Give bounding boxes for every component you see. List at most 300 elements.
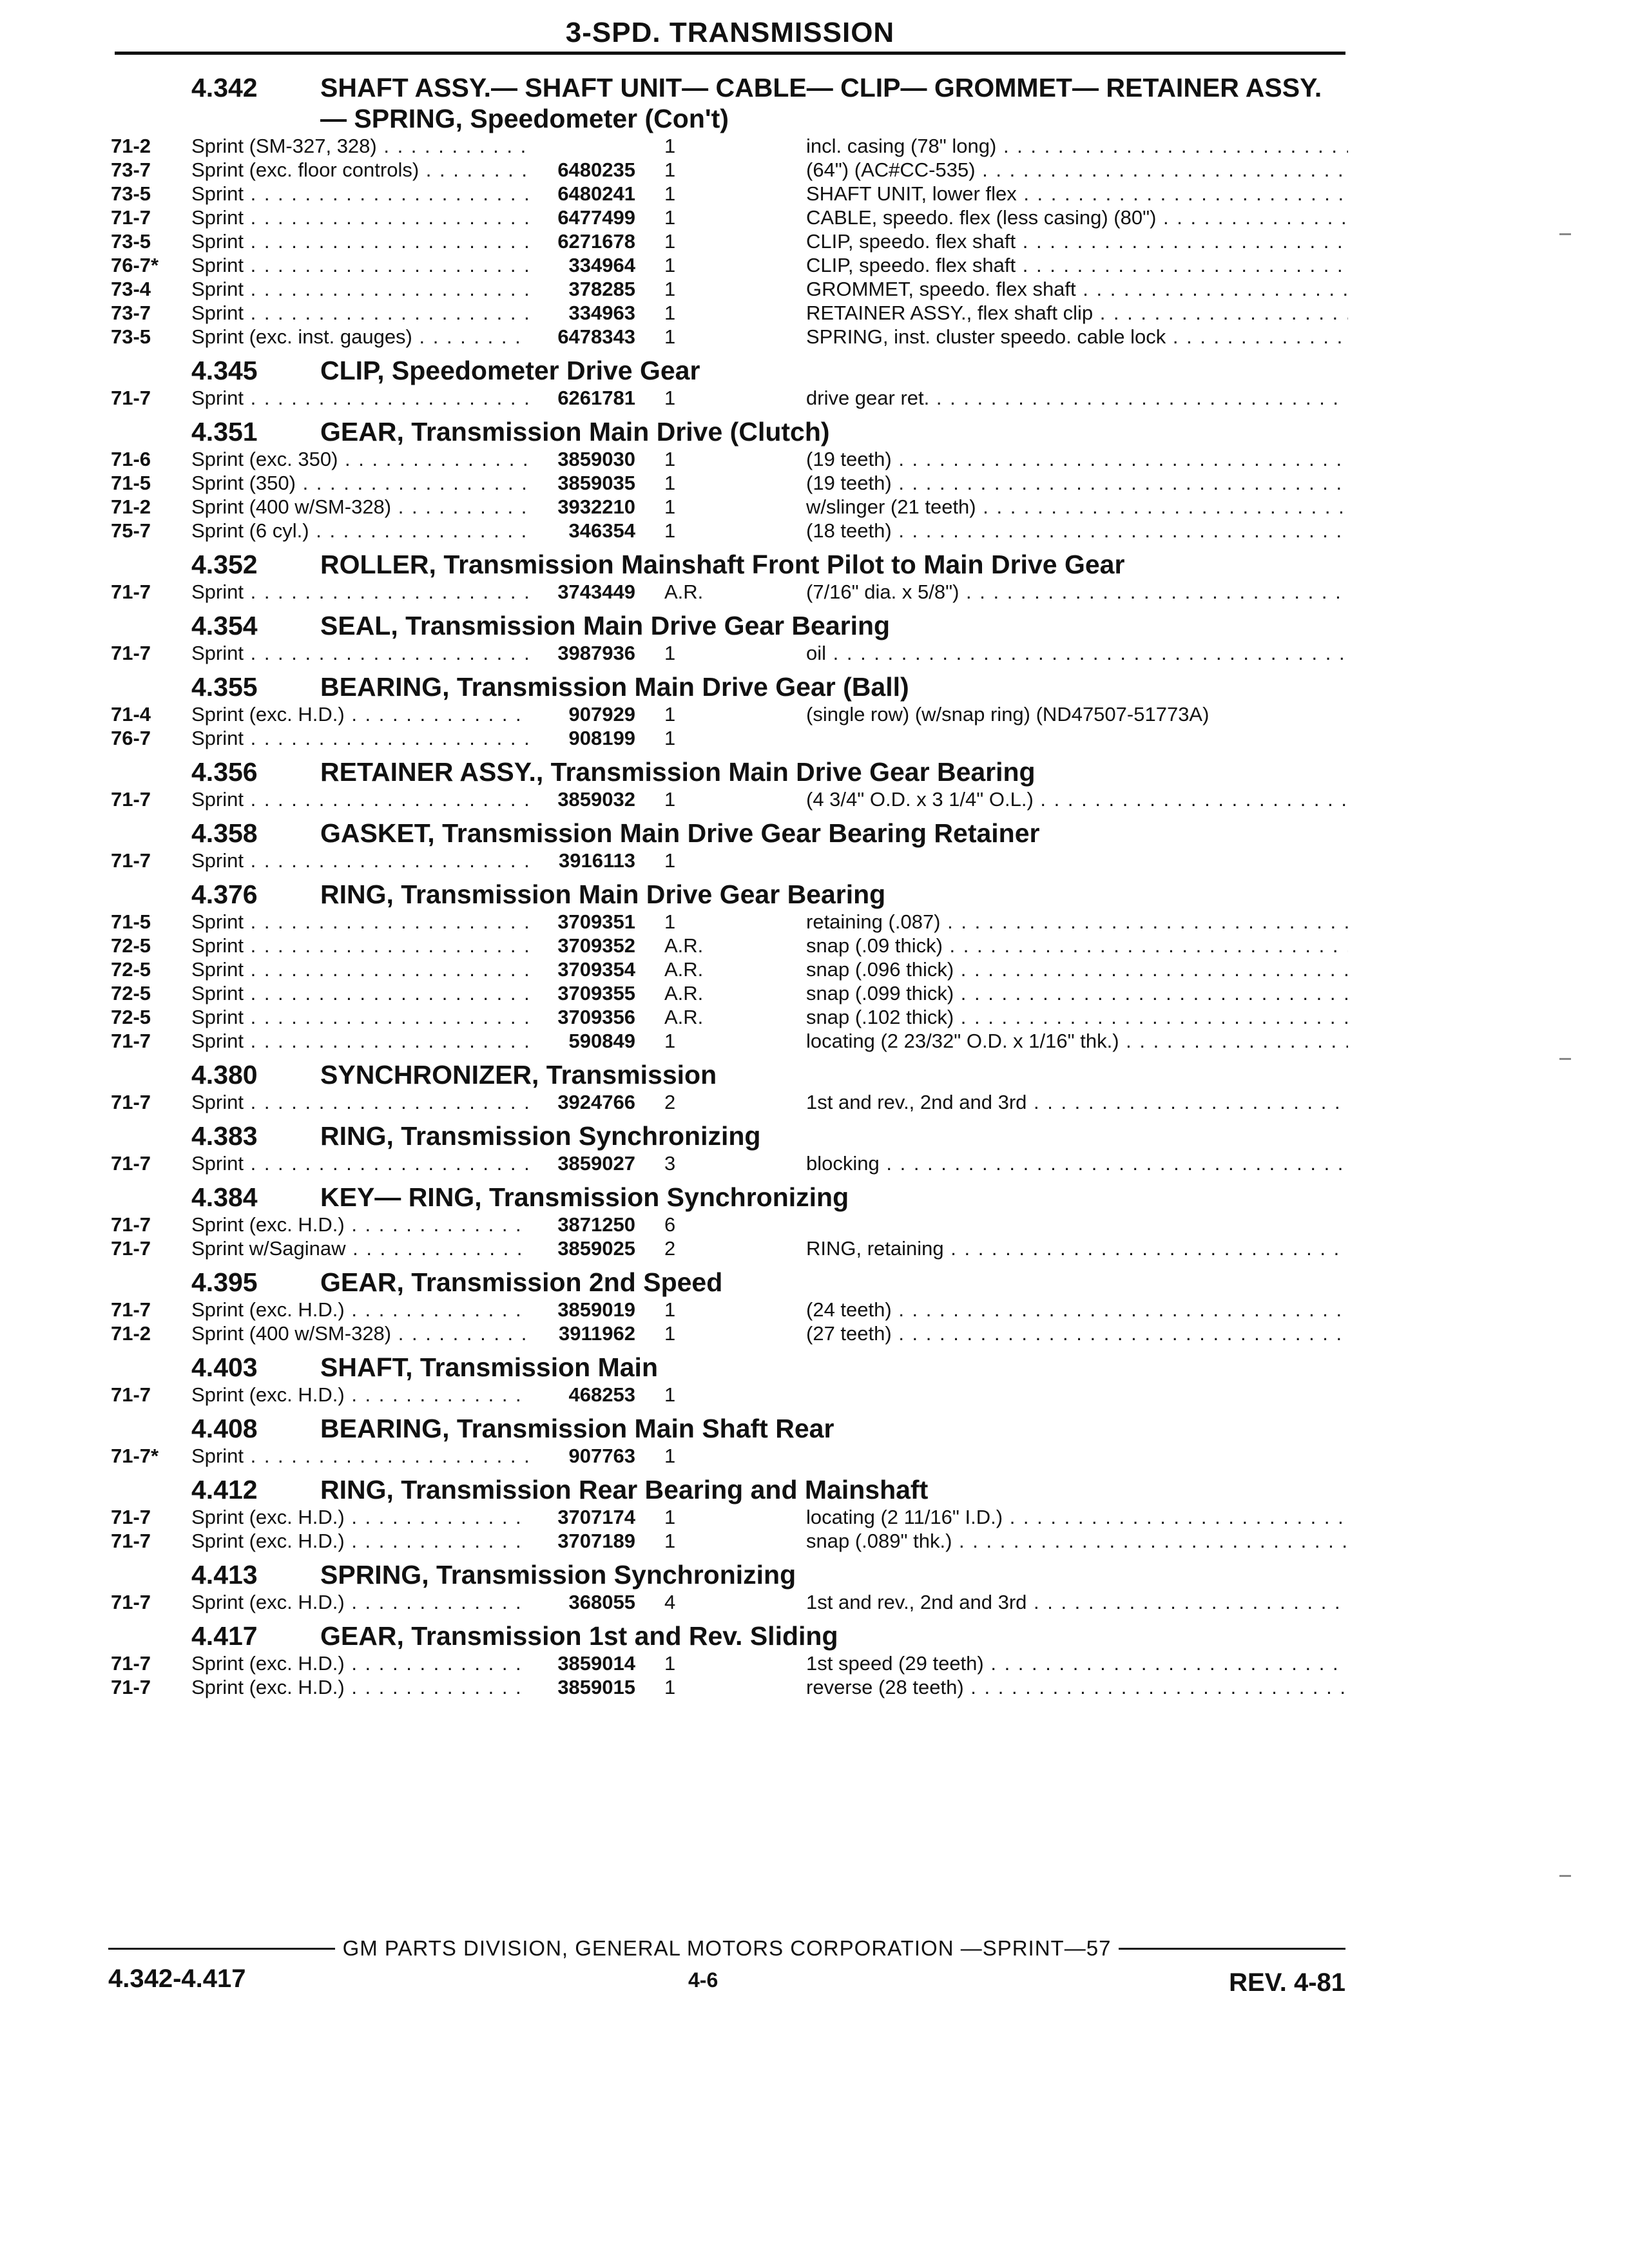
part-row bbox=[111, 787, 1348, 811]
footer-rule-right bbox=[1119, 1948, 1345, 1950]
section-number: 4.354 bbox=[191, 611, 258, 640]
part-row bbox=[111, 910, 1348, 934]
quantity: 1 bbox=[664, 230, 676, 253]
part-row bbox=[111, 981, 1348, 1005]
model-application: Sprint . . . bbox=[191, 182, 529, 206]
model-application: Sprint (exc. H.D.) . . . bbox=[191, 1529, 529, 1553]
description: snap (.09 thick) . . . bbox=[806, 934, 1348, 957]
section-number: 4.351 bbox=[191, 417, 258, 447]
description: (27 teeth) . . . bbox=[806, 1321, 1348, 1345]
model-application: Sprint (exc. H.D.) . . . bbox=[191, 1675, 529, 1699]
part-number: 3859027 bbox=[557, 1152, 635, 1175]
fig-code: 71-5 bbox=[111, 910, 151, 933]
section-4-384 bbox=[111, 1182, 1348, 1260]
fig-code: 71-6 bbox=[111, 448, 151, 470]
description: locating (2 11/16" I.D.) . . . bbox=[806, 1505, 1348, 1529]
description: snap (.089" thk.) . . . bbox=[806, 1529, 1348, 1553]
part-number: 6480235 bbox=[557, 159, 635, 181]
section-4-413 bbox=[111, 1559, 1348, 1614]
part-row bbox=[111, 726, 1348, 750]
fig-code: 71-2 bbox=[111, 135, 151, 157]
footer-corp-text: GM PARTS DIVISION, GENERAL MOTORS CORPORATION —SPRINT—57 bbox=[342, 1936, 1112, 1960]
model-application: Sprint . . . bbox=[191, 641, 529, 665]
quantity: A.R. bbox=[664, 934, 704, 957]
section-heading bbox=[111, 1559, 1348, 1590]
section-4-345 bbox=[111, 355, 1348, 410]
quantity: 1 bbox=[664, 727, 676, 749]
part-row bbox=[111, 1029, 1348, 1053]
part-row bbox=[111, 325, 1348, 349]
model-application: Sprint (exc. inst. gauges) . . . bbox=[191, 325, 529, 349]
quantity: 1 bbox=[664, 159, 676, 181]
section-4-412 bbox=[111, 1474, 1348, 1553]
fig-code: 71-7 bbox=[111, 849, 151, 872]
model-application: Sprint . . . bbox=[191, 1151, 529, 1175]
part-row bbox=[111, 1151, 1348, 1175]
section-heading bbox=[111, 1120, 1348, 1151]
section-number: 4.342 bbox=[191, 73, 258, 102]
section-heading bbox=[111, 610, 1348, 641]
section-heading bbox=[111, 756, 1348, 787]
quantity: 1 bbox=[664, 1652, 676, 1675]
fig-code: 71-7 bbox=[111, 581, 151, 603]
title-rule bbox=[115, 52, 1345, 55]
part-row bbox=[111, 1590, 1348, 1614]
part-row bbox=[111, 1090, 1348, 1114]
fig-code: 71-7 bbox=[111, 1383, 151, 1406]
description: drive gear ret. . . . bbox=[806, 386, 1348, 410]
model-application: Sprint . . . bbox=[191, 580, 529, 604]
part-number: 6271678 bbox=[557, 230, 635, 253]
section-4-383 bbox=[111, 1120, 1348, 1175]
section-heading bbox=[111, 1352, 1348, 1383]
part-number: 468253 bbox=[568, 1383, 635, 1406]
section-number: 4.380 bbox=[191, 1060, 258, 1090]
fig-code: 73-4 bbox=[111, 278, 151, 300]
model-application: Sprint (exc. H.D.) . . . bbox=[191, 1590, 529, 1614]
section-heading bbox=[111, 416, 1348, 447]
model-application: Sprint . . . bbox=[191, 910, 529, 934]
part-row bbox=[111, 849, 1348, 872]
part-number: 3859015 bbox=[557, 1676, 635, 1698]
description: RING, retaining . . . bbox=[806, 1236, 1348, 1260]
section-title: GASKET, Transmission Main Drive Gear Bearing Retainer bbox=[320, 818, 1040, 848]
fig-code: 73-7 bbox=[111, 302, 151, 324]
quantity: 1 bbox=[664, 448, 676, 470]
section-number: 4.356 bbox=[191, 757, 258, 787]
model-application: Sprint (400 w/SM-328) . . . bbox=[191, 495, 529, 519]
part-number: 3924766 bbox=[557, 1091, 635, 1113]
model-application: Sprint . . . bbox=[191, 229, 529, 253]
fig-code: 71-7 bbox=[111, 206, 151, 229]
part-number: 3859032 bbox=[557, 788, 635, 811]
part-number: 3859030 bbox=[557, 448, 635, 470]
part-row bbox=[111, 277, 1348, 301]
part-row bbox=[111, 1005, 1348, 1029]
description: snap (.099 thick) . . . bbox=[806, 981, 1348, 1005]
fig-code: 71-7 bbox=[111, 1298, 151, 1321]
part-number: 6477499 bbox=[557, 206, 635, 229]
description: SPRING, inst. cluster speedo. cable lock . . . bbox=[806, 325, 1348, 349]
fig-code: 71-7 bbox=[111, 1091, 151, 1113]
part-number: 3707189 bbox=[557, 1530, 635, 1552]
section-number: 4.412 bbox=[191, 1475, 258, 1504]
fig-code: 71-7 bbox=[111, 1591, 151, 1613]
section-number: 4.376 bbox=[191, 879, 258, 909]
part-number: 3916113 bbox=[559, 849, 635, 872]
quantity: 1 bbox=[664, 1030, 676, 1052]
fig-code: 72-5 bbox=[111, 982, 151, 1004]
part-row bbox=[111, 957, 1348, 981]
section-heading bbox=[111, 355, 1348, 386]
description: (4 3/4" O.D. x 3 1/4" O.L.) . . . bbox=[806, 787, 1348, 811]
model-application: Sprint (SM-327, 328) . . . bbox=[191, 134, 529, 158]
section-4-355 bbox=[111, 671, 1348, 750]
page-header bbox=[115, 17, 1345, 55]
section-title: BEARING, Transmission Main Shaft Rear bbox=[320, 1414, 834, 1443]
fig-code: 71-7 bbox=[111, 788, 151, 811]
fig-code: 71-7 bbox=[111, 642, 151, 664]
description: snap (.096 thick) . . . bbox=[806, 957, 1348, 981]
section-heading bbox=[111, 1267, 1348, 1298]
part-row bbox=[111, 1213, 1348, 1236]
page-title: 3-SPD. TRANSMISSION bbox=[565, 17, 895, 48]
part-row bbox=[111, 1675, 1348, 1699]
description: blocking . . . bbox=[806, 1151, 1348, 1175]
section-number: 4.417 bbox=[191, 1621, 258, 1651]
part-number: 590849 bbox=[568, 1030, 635, 1052]
fig-code: 73-5 bbox=[111, 325, 151, 348]
part-number: 334964 bbox=[568, 254, 635, 276]
section-title: KEY— RING, Transmission Synchronizing bbox=[320, 1182, 849, 1212]
description: 1st speed (29 teeth) . . . bbox=[806, 1651, 1348, 1675]
part-row bbox=[111, 182, 1348, 206]
part-number: 3859019 bbox=[557, 1298, 635, 1321]
section-title: SEAL, Transmission Main Drive Gear Bearing bbox=[320, 611, 891, 640]
section-number: 4.403 bbox=[191, 1352, 258, 1382]
section-title: BEARING, Transmission Main Drive Gear (Ball) bbox=[320, 672, 909, 702]
model-application: Sprint (exc. floor controls) . . . bbox=[191, 158, 529, 182]
section-number: 4.395 bbox=[191, 1267, 258, 1297]
model-application: Sprint . . . bbox=[191, 253, 529, 277]
part-number: 3932210 bbox=[557, 495, 635, 518]
part-row bbox=[111, 934, 1348, 957]
description: RETAINER ASSY., flex shaft clip . . . bbox=[806, 301, 1348, 325]
part-row bbox=[111, 471, 1348, 495]
quantity: 6 bbox=[664, 1213, 676, 1236]
section-heading bbox=[111, 1059, 1348, 1090]
section-heading bbox=[111, 879, 1348, 910]
quantity: 3 bbox=[664, 1152, 676, 1175]
fig-code: 73-7 bbox=[111, 159, 151, 181]
footer-page-number: 4-6 bbox=[688, 1968, 718, 1992]
quantity: 1 bbox=[664, 1383, 676, 1406]
part-row bbox=[111, 134, 1348, 158]
part-row bbox=[111, 1529, 1348, 1553]
part-row bbox=[111, 702, 1348, 726]
section-heading bbox=[111, 671, 1348, 702]
fig-code: 71-4 bbox=[111, 703, 151, 726]
fig-code: 71-2 bbox=[111, 495, 151, 518]
part-number: 3911962 bbox=[559, 1322, 635, 1345]
part-row bbox=[111, 301, 1348, 325]
fig-code: 72-5 bbox=[111, 958, 151, 981]
description: snap (.102 thick) . . . bbox=[806, 1005, 1348, 1029]
model-application: Sprint . . . bbox=[191, 957, 529, 981]
section-title: GEAR, Transmission Main Drive (Clutch) bbox=[320, 417, 830, 447]
section-4-356 bbox=[111, 756, 1348, 811]
part-row bbox=[111, 1298, 1348, 1321]
model-application: Sprint (exc. H.D.) . . . bbox=[191, 1383, 529, 1407]
part-number: 3709354 bbox=[557, 958, 635, 981]
scan-margin-mark bbox=[1559, 1058, 1571, 1060]
section-4-395 bbox=[111, 1267, 1348, 1345]
section-heading bbox=[111, 1182, 1348, 1213]
model-application: Sprint . . . bbox=[191, 1005, 529, 1029]
fig-code: 75-7 bbox=[111, 519, 151, 542]
footer-line bbox=[108, 1936, 1345, 1961]
quantity: 1 bbox=[664, 1298, 676, 1321]
description: 1st and rev., 2nd and 3rd . . . bbox=[806, 1590, 1348, 1614]
quantity: A.R. bbox=[664, 581, 704, 603]
fig-code: 71-7 bbox=[111, 1530, 151, 1552]
section-heading bbox=[111, 72, 1348, 134]
section-title: SYNCHRONIZER, Transmission bbox=[320, 1060, 717, 1090]
description: retaining (.087) . . . bbox=[806, 910, 1348, 934]
quantity: 1 bbox=[664, 182, 676, 205]
section-title: RING, Transmission Rear Bearing and Mainshaft bbox=[320, 1475, 929, 1504]
section-title: SHAFT, Transmission Main bbox=[320, 1352, 658, 1382]
part-number: 3859014 bbox=[557, 1652, 635, 1675]
quantity: 1 bbox=[664, 135, 676, 157]
scan-margin-mark bbox=[1559, 233, 1571, 235]
fig-code: 73-5 bbox=[111, 230, 151, 253]
fig-code: 76-7* bbox=[111, 254, 159, 276]
scan-margin-mark bbox=[1559, 1875, 1571, 1877]
model-application: Sprint . . . bbox=[191, 934, 529, 957]
description: GROMMET, speedo. flex shaft . . . bbox=[806, 277, 1348, 301]
fig-code: 72-5 bbox=[111, 1006, 151, 1028]
footer-revision: REV. 4-81 bbox=[1229, 1968, 1345, 1997]
part-number: 3859025 bbox=[557, 1237, 635, 1260]
quantity: 1 bbox=[664, 1506, 676, 1528]
fig-code: 71-7 bbox=[111, 387, 151, 409]
fig-code: 71-7 bbox=[111, 1152, 151, 1175]
section-number: 4.358 bbox=[191, 818, 258, 848]
fig-code: 71-7 bbox=[111, 1652, 151, 1675]
fig-code: 73-5 bbox=[111, 182, 151, 205]
description: (64") (AC#CC-535) . . . bbox=[806, 158, 1348, 182]
part-row bbox=[111, 580, 1348, 604]
model-application: Sprint . . . bbox=[191, 981, 529, 1005]
quantity: 1 bbox=[664, 325, 676, 348]
part-number: 3859035 bbox=[557, 472, 635, 494]
part-row bbox=[111, 206, 1348, 229]
part-row bbox=[111, 158, 1348, 182]
section-number: 4.408 bbox=[191, 1414, 258, 1443]
model-application: Sprint (400 w/SM-328) . . . bbox=[191, 1321, 529, 1345]
description: CLIP, speedo. flex shaft . . . bbox=[806, 253, 1348, 277]
quantity: 1 bbox=[664, 519, 676, 542]
section-number: 4.355 bbox=[191, 672, 258, 702]
description: 1st and rev., 2nd and 3rd . . . bbox=[806, 1090, 1348, 1114]
quantity: 1 bbox=[664, 849, 676, 872]
section-4-417 bbox=[111, 1620, 1348, 1699]
description: SHAFT UNIT, lower flex . . . bbox=[806, 182, 1348, 206]
part-number: 3709355 bbox=[557, 982, 635, 1004]
description: incl. casing (78" long) . . . bbox=[806, 134, 1348, 158]
description: oil . . . bbox=[806, 641, 1348, 665]
part-row bbox=[111, 1444, 1348, 1468]
model-application: Sprint . . . bbox=[191, 1444, 529, 1468]
description: locating (2 23/32" O.D. x 1/16" thk.) . . . bbox=[806, 1029, 1348, 1053]
quantity: A.R. bbox=[664, 982, 704, 1004]
section-4-354 bbox=[111, 610, 1348, 665]
model-application: Sprint . . . bbox=[191, 277, 529, 301]
model-application: Sprint . . . bbox=[191, 386, 529, 410]
part-row bbox=[111, 495, 1348, 519]
model-application: Sprint . . . bbox=[191, 726, 529, 750]
model-application: Sprint (350) . . . bbox=[191, 471, 529, 495]
quantity: 1 bbox=[664, 788, 676, 811]
description: (18 teeth) . . . bbox=[806, 519, 1348, 543]
section-4-358 bbox=[111, 818, 1348, 872]
fig-code: 72-5 bbox=[111, 934, 151, 957]
model-application: Sprint . . . bbox=[191, 206, 529, 229]
model-application: Sprint . . . bbox=[191, 787, 529, 811]
fig-code: 71-7 bbox=[111, 1237, 151, 1260]
fig-code: 71-7 bbox=[111, 1030, 151, 1052]
model-application: Sprint w/Saginaw . . . bbox=[191, 1236, 529, 1260]
part-number: 907763 bbox=[568, 1445, 635, 1467]
section-4-403 bbox=[111, 1352, 1348, 1407]
section-heading bbox=[111, 818, 1348, 849]
part-number: 346354 bbox=[568, 519, 635, 542]
section-number: 4.352 bbox=[191, 550, 258, 579]
section-title: SPRING, Transmission Synchronizing bbox=[320, 1560, 796, 1590]
quantity: 1 bbox=[664, 1445, 676, 1467]
model-application: Sprint . . . bbox=[191, 849, 529, 872]
section-number: 4.345 bbox=[191, 356, 258, 385]
section-4-342 bbox=[111, 72, 1348, 349]
description: CABLE, speedo. flex (less casing) (80") . . . bbox=[806, 206, 1348, 229]
part-row bbox=[111, 447, 1348, 471]
part-number: 368055 bbox=[568, 1591, 635, 1613]
footer-rule-left bbox=[108, 1948, 335, 1950]
quantity: 1 bbox=[664, 1530, 676, 1552]
part-row bbox=[111, 641, 1348, 665]
section-heading bbox=[111, 1413, 1348, 1444]
part-row bbox=[111, 1236, 1348, 1260]
description: (24 teeth) . . . bbox=[806, 1298, 1348, 1321]
model-application: Sprint (exc. 350) . . . bbox=[191, 447, 529, 471]
section-title: RING, Transmission Main Drive Gear Bearing bbox=[320, 879, 886, 909]
model-application: Sprint . . . bbox=[191, 1029, 529, 1053]
part-number: 908199 bbox=[568, 727, 635, 749]
description: reverse (28 teeth) . . . bbox=[806, 1675, 1348, 1699]
quantity: 1 bbox=[664, 472, 676, 494]
section-number: 4.384 bbox=[191, 1182, 258, 1212]
quantity: 4 bbox=[664, 1591, 676, 1613]
page-footer bbox=[108, 1936, 1345, 2003]
section-title: RING, Transmission Synchronizing bbox=[320, 1121, 761, 1151]
part-row bbox=[111, 1383, 1348, 1407]
quantity: 1 bbox=[664, 703, 676, 726]
description: (7/16" dia. x 5/8") . . . bbox=[806, 580, 1348, 604]
quantity: A.R. bbox=[664, 1006, 704, 1028]
part-number: 6480241 bbox=[557, 182, 635, 205]
part-number: 907929 bbox=[568, 703, 635, 726]
part-row bbox=[111, 386, 1348, 410]
quantity: 1 bbox=[664, 495, 676, 518]
part-number: 3709356 bbox=[557, 1006, 635, 1028]
part-number: 3871250 bbox=[557, 1213, 635, 1236]
description: (19 teeth) . . . bbox=[806, 447, 1348, 471]
model-application: Sprint (6 cyl.) . . . bbox=[191, 519, 529, 543]
section-heading bbox=[111, 1620, 1348, 1651]
part-row bbox=[111, 1321, 1348, 1345]
parts-list bbox=[111, 66, 1348, 1703]
part-row bbox=[111, 253, 1348, 277]
section-title: RETAINER ASSY., Transmission Main Drive Gear Bearing bbox=[320, 757, 1036, 787]
section-4-380 bbox=[111, 1059, 1348, 1114]
section-title: CLIP, Speedometer Drive Gear bbox=[320, 356, 700, 385]
quantity: 1 bbox=[664, 1676, 676, 1698]
part-number: 3709352 bbox=[557, 934, 635, 957]
section-4-351 bbox=[111, 416, 1348, 543]
part-number: 6478343 bbox=[557, 325, 635, 348]
footer-range: 4.342-4.417 bbox=[108, 1965, 246, 1993]
section-4-376 bbox=[111, 879, 1348, 1053]
fig-code: 71-7 bbox=[111, 1676, 151, 1698]
description: (19 teeth) . . . bbox=[806, 471, 1348, 495]
section-title: GEAR, Transmission 2nd Speed bbox=[320, 1267, 723, 1297]
quantity: 1 bbox=[664, 910, 676, 933]
quantity: 1 bbox=[664, 254, 676, 276]
quantity: 2 bbox=[664, 1091, 676, 1113]
model-application: Sprint . . . bbox=[191, 1090, 529, 1114]
section-number: 4.413 bbox=[191, 1560, 258, 1590]
part-number: 3987936 bbox=[557, 642, 635, 664]
fig-code: 71-5 bbox=[111, 472, 151, 494]
fig-code: 71-2 bbox=[111, 1322, 151, 1345]
part-number: 334963 bbox=[568, 302, 635, 324]
part-row bbox=[111, 1651, 1348, 1675]
section-4-352 bbox=[111, 549, 1348, 604]
model-application: Sprint (exc. H.D.) . . . bbox=[191, 1651, 529, 1675]
part-number: 378285 bbox=[568, 278, 635, 300]
fig-code: 71-7 bbox=[111, 1213, 151, 1236]
part-number: 3709351 bbox=[557, 910, 635, 933]
part-row bbox=[111, 519, 1348, 543]
quantity: 2 bbox=[664, 1237, 676, 1260]
part-number: 3743449 bbox=[557, 581, 635, 603]
quantity: 1 bbox=[664, 302, 676, 324]
section-title: GEAR, Transmission 1st and Rev. Sliding bbox=[320, 1621, 838, 1651]
part-row bbox=[111, 229, 1348, 253]
model-application: Sprint (exc. H.D.) . . . bbox=[191, 1213, 529, 1236]
model-application: Sprint (exc. H.D.) . . . bbox=[191, 1298, 529, 1321]
fig-code: 71-7 bbox=[111, 1506, 151, 1528]
quantity: 1 bbox=[664, 206, 676, 229]
quantity: A.R. bbox=[664, 958, 704, 981]
section-title: ROLLER, Transmission Mainshaft Front Pilot to Main Drive Gear bbox=[320, 550, 1125, 579]
quantity: 1 bbox=[664, 642, 676, 664]
description: (single row) (w/snap ring) (ND47507-51773A) bbox=[806, 703, 1210, 726]
section-title: SHAFT ASSY.— SHAFT UNIT— CABLE— CLIP— GROMMET— RETAINER ASSY.— SPRING, Speedometer (Con't) bbox=[320, 73, 1322, 133]
part-row bbox=[111, 1505, 1348, 1529]
part-number: 3707174 bbox=[557, 1506, 635, 1528]
